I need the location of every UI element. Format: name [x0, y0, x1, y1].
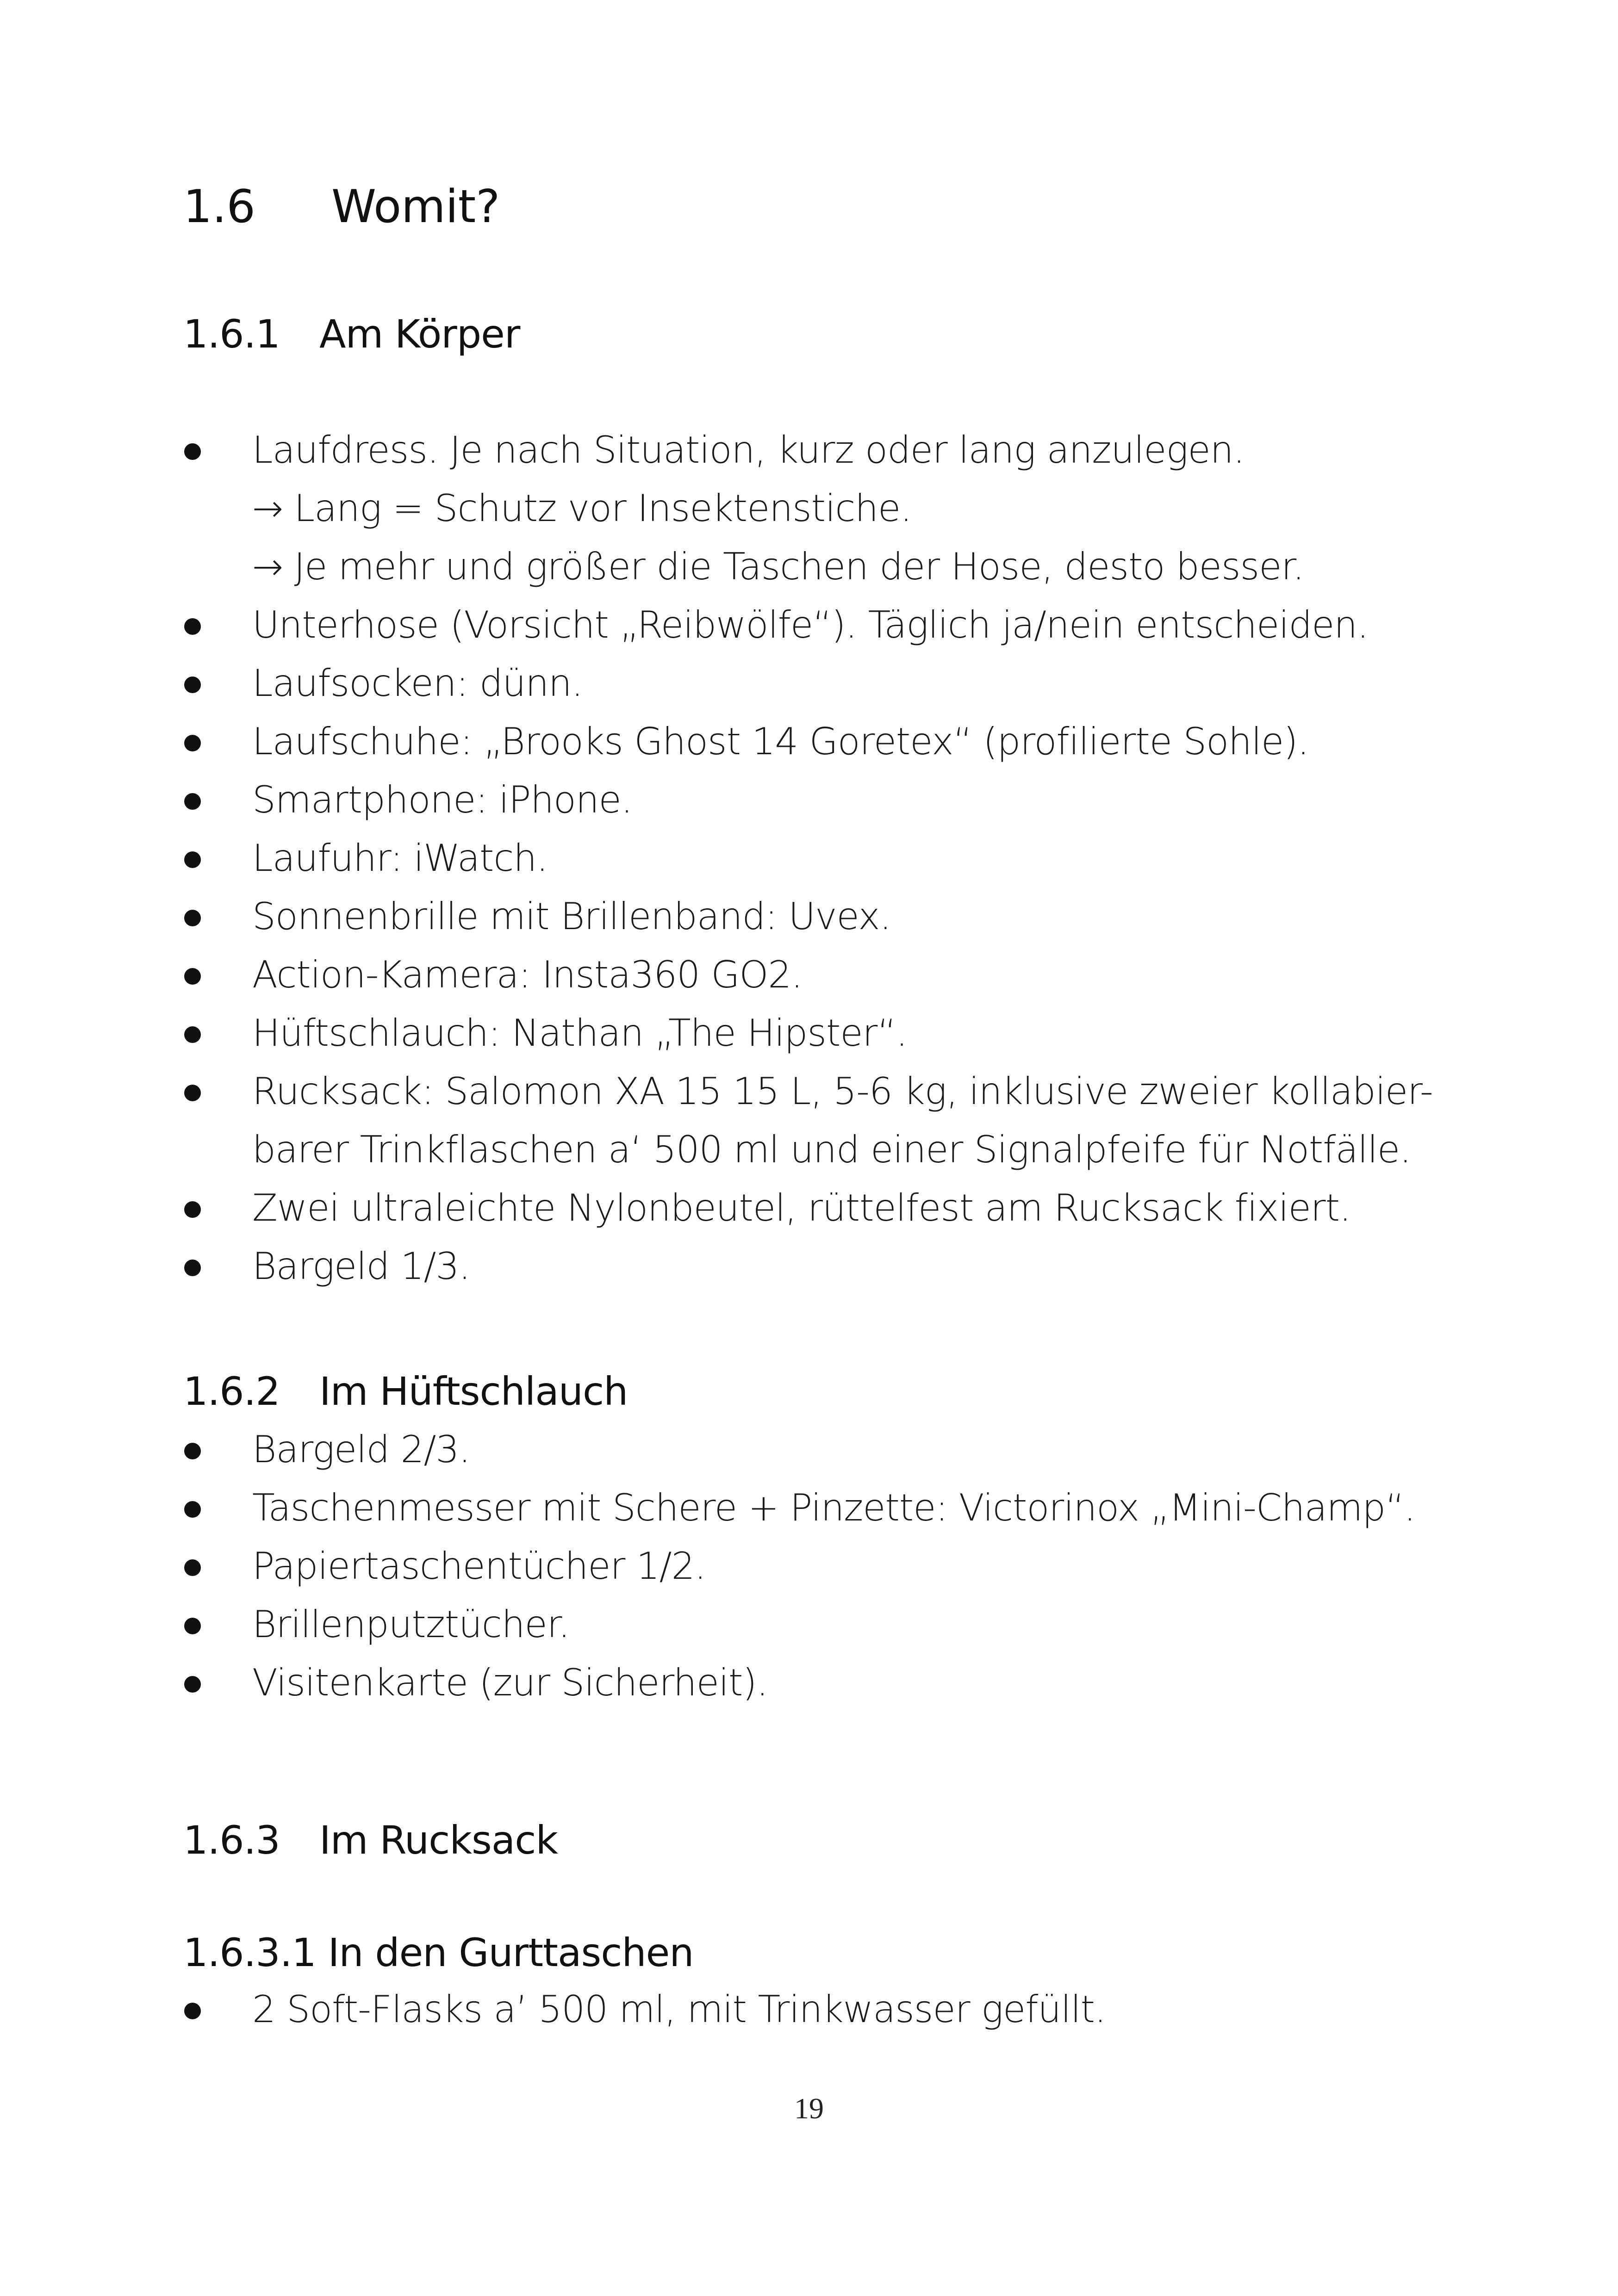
bullet-icon — [184, 1201, 201, 1218]
bullet-icon — [184, 1085, 201, 1101]
list-item-text: → Lang = Schutz vor Insektenstiche. — [252, 487, 912, 530]
bullet-icon — [184, 793, 201, 810]
bullet-icon — [184, 851, 201, 868]
section-number: 1.6.1 — [183, 311, 280, 357]
section-heading-im-hueftschlauch — [183, 1369, 628, 1414]
bullet-icon — [184, 1260, 201, 1276]
list-item — [0, 887, 1618, 946]
list-item — [0, 771, 1618, 829]
list-item-text: Papiertaschentücher 1/2. — [252, 1545, 706, 1588]
list-item — [0, 1004, 1618, 1062]
list-item-text: Laufschuhe: „Brooks Ghost 14 Goretex“ (profilierte Sohle). — [252, 720, 1309, 763]
list-item — [0, 1062, 1618, 1179]
bullet-icon — [184, 1618, 201, 1634]
list-item — [0, 654, 1618, 713]
list-item-text: Zwei ultraleichte Nylonbeutel, rüttelfest am Rucksack fixiert. — [252, 1186, 1351, 1229]
section-title: Im Hüftschlauch — [319, 1369, 628, 1414]
section-heading-im-rucksack — [183, 1818, 558, 1863]
list-item — [0, 1595, 1618, 1654]
list-item — [0, 1980, 1618, 2039]
main-heading — [183, 180, 500, 233]
list-item-text: Bargeld 2/3. — [252, 1428, 470, 1471]
list-item-text: Unterhose (Vorsicht „Reibwölfe“). Täglich ja/nein entscheiden. — [252, 603, 1369, 646]
bullet-icon — [184, 2003, 201, 2019]
list-item-text: Laufsocken: dünn. — [252, 662, 583, 705]
list-item — [0, 1654, 1618, 1712]
list-item-text: barer Trinkflaschen a‘ 500 ml und einer Signalpfeife für Notfälle. — [252, 1128, 1411, 1171]
list-item-text: Laufuhr: iWatch. — [252, 837, 548, 880]
list-item-text: Smartphone: iPhone. — [252, 778, 633, 821]
bullet-icon — [184, 735, 201, 751]
bullet-icon — [184, 1559, 201, 1576]
section-number: 1.6.2 — [183, 1369, 280, 1414]
list-item — [0, 1237, 1618, 1296]
list-item-text: Hüftschlauch: Nathan „The Hipster“. — [252, 1011, 908, 1055]
section-number: 1.6.3 — [183, 1818, 280, 1863]
list-item-text: Laufdress. Je nach Situation, kurz oder lang anzulegen. — [252, 428, 1245, 472]
list-item — [0, 1179, 1618, 1237]
main-heading-number: 1.6 — [183, 180, 255, 233]
list-am-koerper — [0, 421, 1618, 1296]
section-heading-am-koerper — [183, 311, 520, 357]
list-item-text: Action-Kamera: Insta360 GO2. — [252, 953, 803, 996]
bullet-icon — [184, 1501, 201, 1518]
list-item — [0, 1479, 1618, 1537]
bullet-icon — [184, 618, 201, 635]
list-gurttaschen — [0, 1980, 1618, 2039]
list-item-text: Brillenputztücher. — [252, 1603, 570, 1646]
list-item-text: Visitenkarte (zur Sicherheit). — [252, 1661, 768, 1704]
list-item-text: Taschenmesser mit Schere + Pinzette: Victorinox „Mini-Champ“. — [252, 1486, 1416, 1529]
subsection-heading-gurttaschen: 1.6.3.1 In den Gurttaschen — [183, 1930, 694, 1975]
bullet-icon — [184, 1676, 201, 1693]
list-im-hueftschlauch — [0, 1421, 1618, 1712]
main-heading-title: Womit? — [331, 180, 500, 233]
list-item — [0, 1537, 1618, 1595]
list-item-text: Bargeld 1/3. — [252, 1245, 470, 1288]
bullet-icon — [184, 676, 201, 693]
bullet-icon — [184, 910, 201, 926]
page-number: 19 — [794, 2092, 824, 2125]
bullet-icon — [184, 443, 201, 460]
list-item — [0, 946, 1618, 1004]
list-item — [0, 596, 1618, 654]
list-item-text: Rucksack: Salomon XA 15 15 L, 5-6 kg, inklusive zweier kollabier- — [252, 1070, 1433, 1113]
section-title: Am Körper — [319, 311, 520, 357]
list-item-text: 2 Soft-Flasks a’ 500 ml, mit Trinkwasser gefüllt. — [252, 1988, 1106, 2031]
bullet-icon — [184, 968, 201, 985]
bullet-icon — [184, 1026, 201, 1043]
list-item — [0, 421, 1618, 596]
list-item-text: → Je mehr und größer die Taschen der Hose, desto besser. — [252, 545, 1304, 588]
list-item — [0, 829, 1618, 887]
bullet-icon — [184, 1443, 201, 1459]
list-item-text: Sonnenbrille mit Brillenband: Uvex. — [252, 895, 891, 938]
section-title: Im Rucksack — [319, 1818, 558, 1863]
list-item — [0, 713, 1618, 771]
list-item — [0, 1421, 1618, 1479]
